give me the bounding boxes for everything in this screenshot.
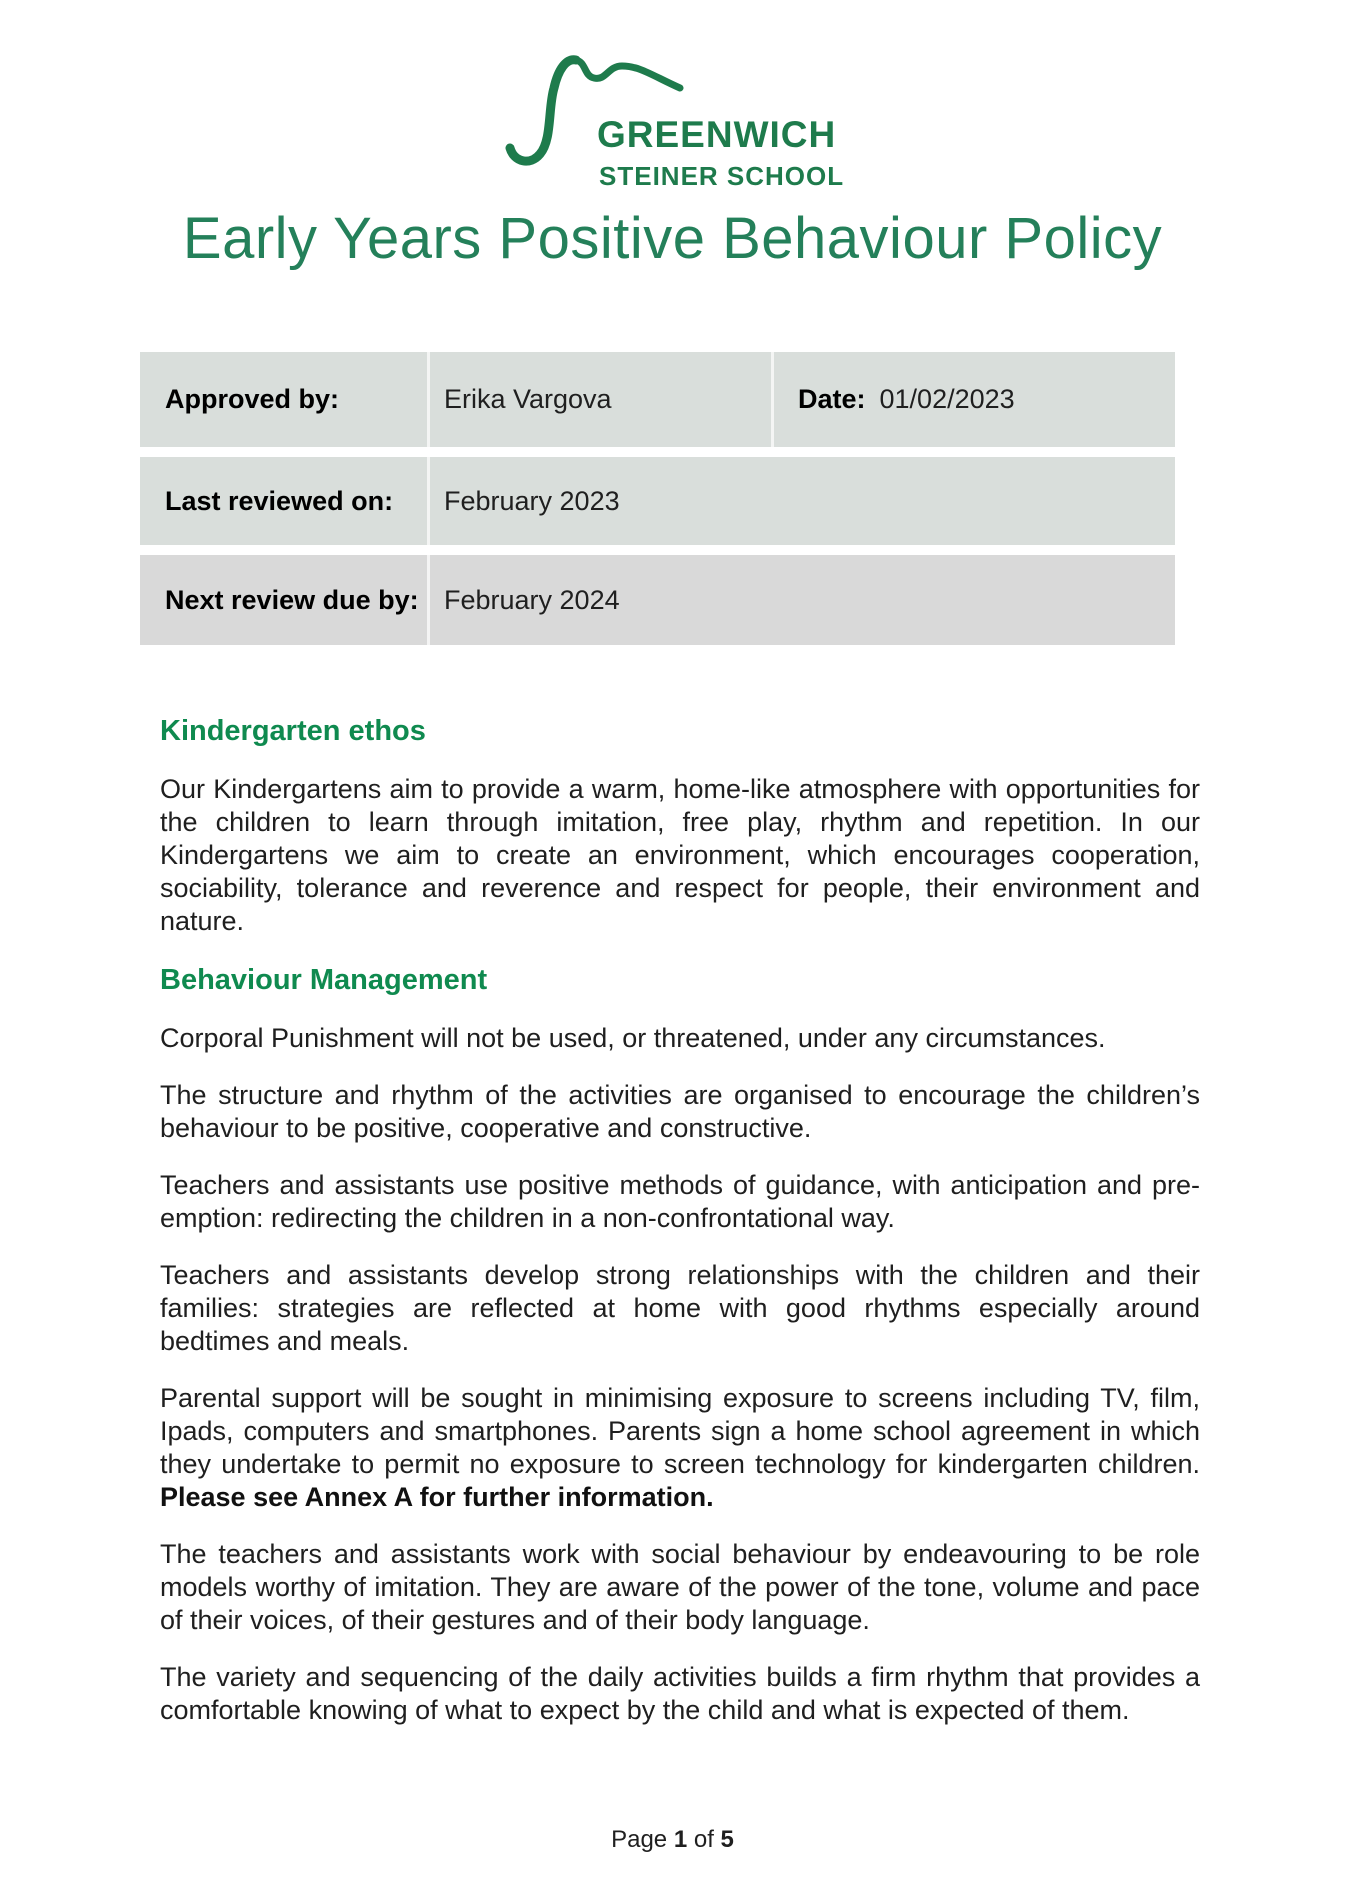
paragraph-structure-rhythm: The structure and rhythm of the activities are organised to encourage the children’s behaviour to be positive, cooperative and constructive. [160,1080,1200,1143]
paragraph-parental-support [160,1382,1200,1514]
footer-page-number: 1 [673,1826,688,1853]
approval-table [140,352,1175,645]
paragraph-daily-rhythm: The variety and sequencing of the daily activities builds a firm rhythm that provides a comfortable knowing of what to expect by the child and what is expected of them. [160,1662,1200,1725]
date-label: Date: [798,384,866,414]
paragraph-positive-guidance: Teachers and assistants use positive methods of guidance, with anticipation and pre-emption: redirecting the children in a non-confrontational way. [160,1170,1200,1233]
school-logo-subname: STEINER SCHOOL [599,161,845,191]
section-heading-behaviour-management: Behaviour Management [160,964,488,996]
paragraph-corporal-punishment: Corporal Punishment will not be used, or threatened, under any circumstances. [160,1023,1106,1053]
section-heading-kindergarten-ethos: Kindergarten ethos [160,715,426,747]
table-row-approved-by [140,352,1175,447]
document-body [160,713,1200,1727]
paragraph-strong-relationships: Teachers and assistants develop strong relationships with the children and their families: strategies are reflected at home with good rhythms especially around bedtimes and meals. [160,1260,1200,1356]
footer-of-label: of [693,1826,714,1853]
last-reviewed-label: Last reviewed on: [165,485,394,516]
date-value: 01/02/2023 [879,384,1015,414]
table-row-last-reviewed [140,457,1175,545]
next-review-value: February 2024 [427,555,1172,645]
paragraph-role-models: The teachers and assistants work with social behaviour by endeavouring to be role models worthy of imitation. They are aware of the power of the tone, volume and pace of their voices, of their gestures and of their body language. [160,1539,1200,1635]
next-review-label: Next review due by: [165,584,419,615]
approved-by-label: Approved by: [165,384,340,414]
table-row-next-review [140,555,1175,645]
page-footer [0,1826,1345,1854]
school-logo-name: GREENWICH [597,114,837,155]
approved-by-value: Erika Vargova [427,352,771,447]
footer-total-pages: 5 [720,1826,734,1853]
footer-page-label: Page [611,1826,668,1853]
paragraph-ethos: Our Kindergartens aim to provide a warm, home-like atmosphere with opportunities for the children to learn through imitation, free play, rhythm and repetition. In our Kindergartens we aim to create an environment, which encourages cooperation, sociability, tolerance and reverence and respect for people, their environment and nature. [160,774,1200,936]
last-reviewed-value: February 2023 [427,457,1172,545]
annex-a-note: Please see Annex A for further information. [160,1482,714,1512]
page-title: Early Years Positive Behaviour Policy [182,206,1163,271]
paragraph-parental-support-text: Parental support will be sought in minimising exposure to screens including TV, film, Ipads, computers and smartphones. Parents sign a home school agreement in which they undertake to permit no exposure to screen technology for kindergarten children. [160,1383,1200,1479]
date-cell [771,352,1175,447]
